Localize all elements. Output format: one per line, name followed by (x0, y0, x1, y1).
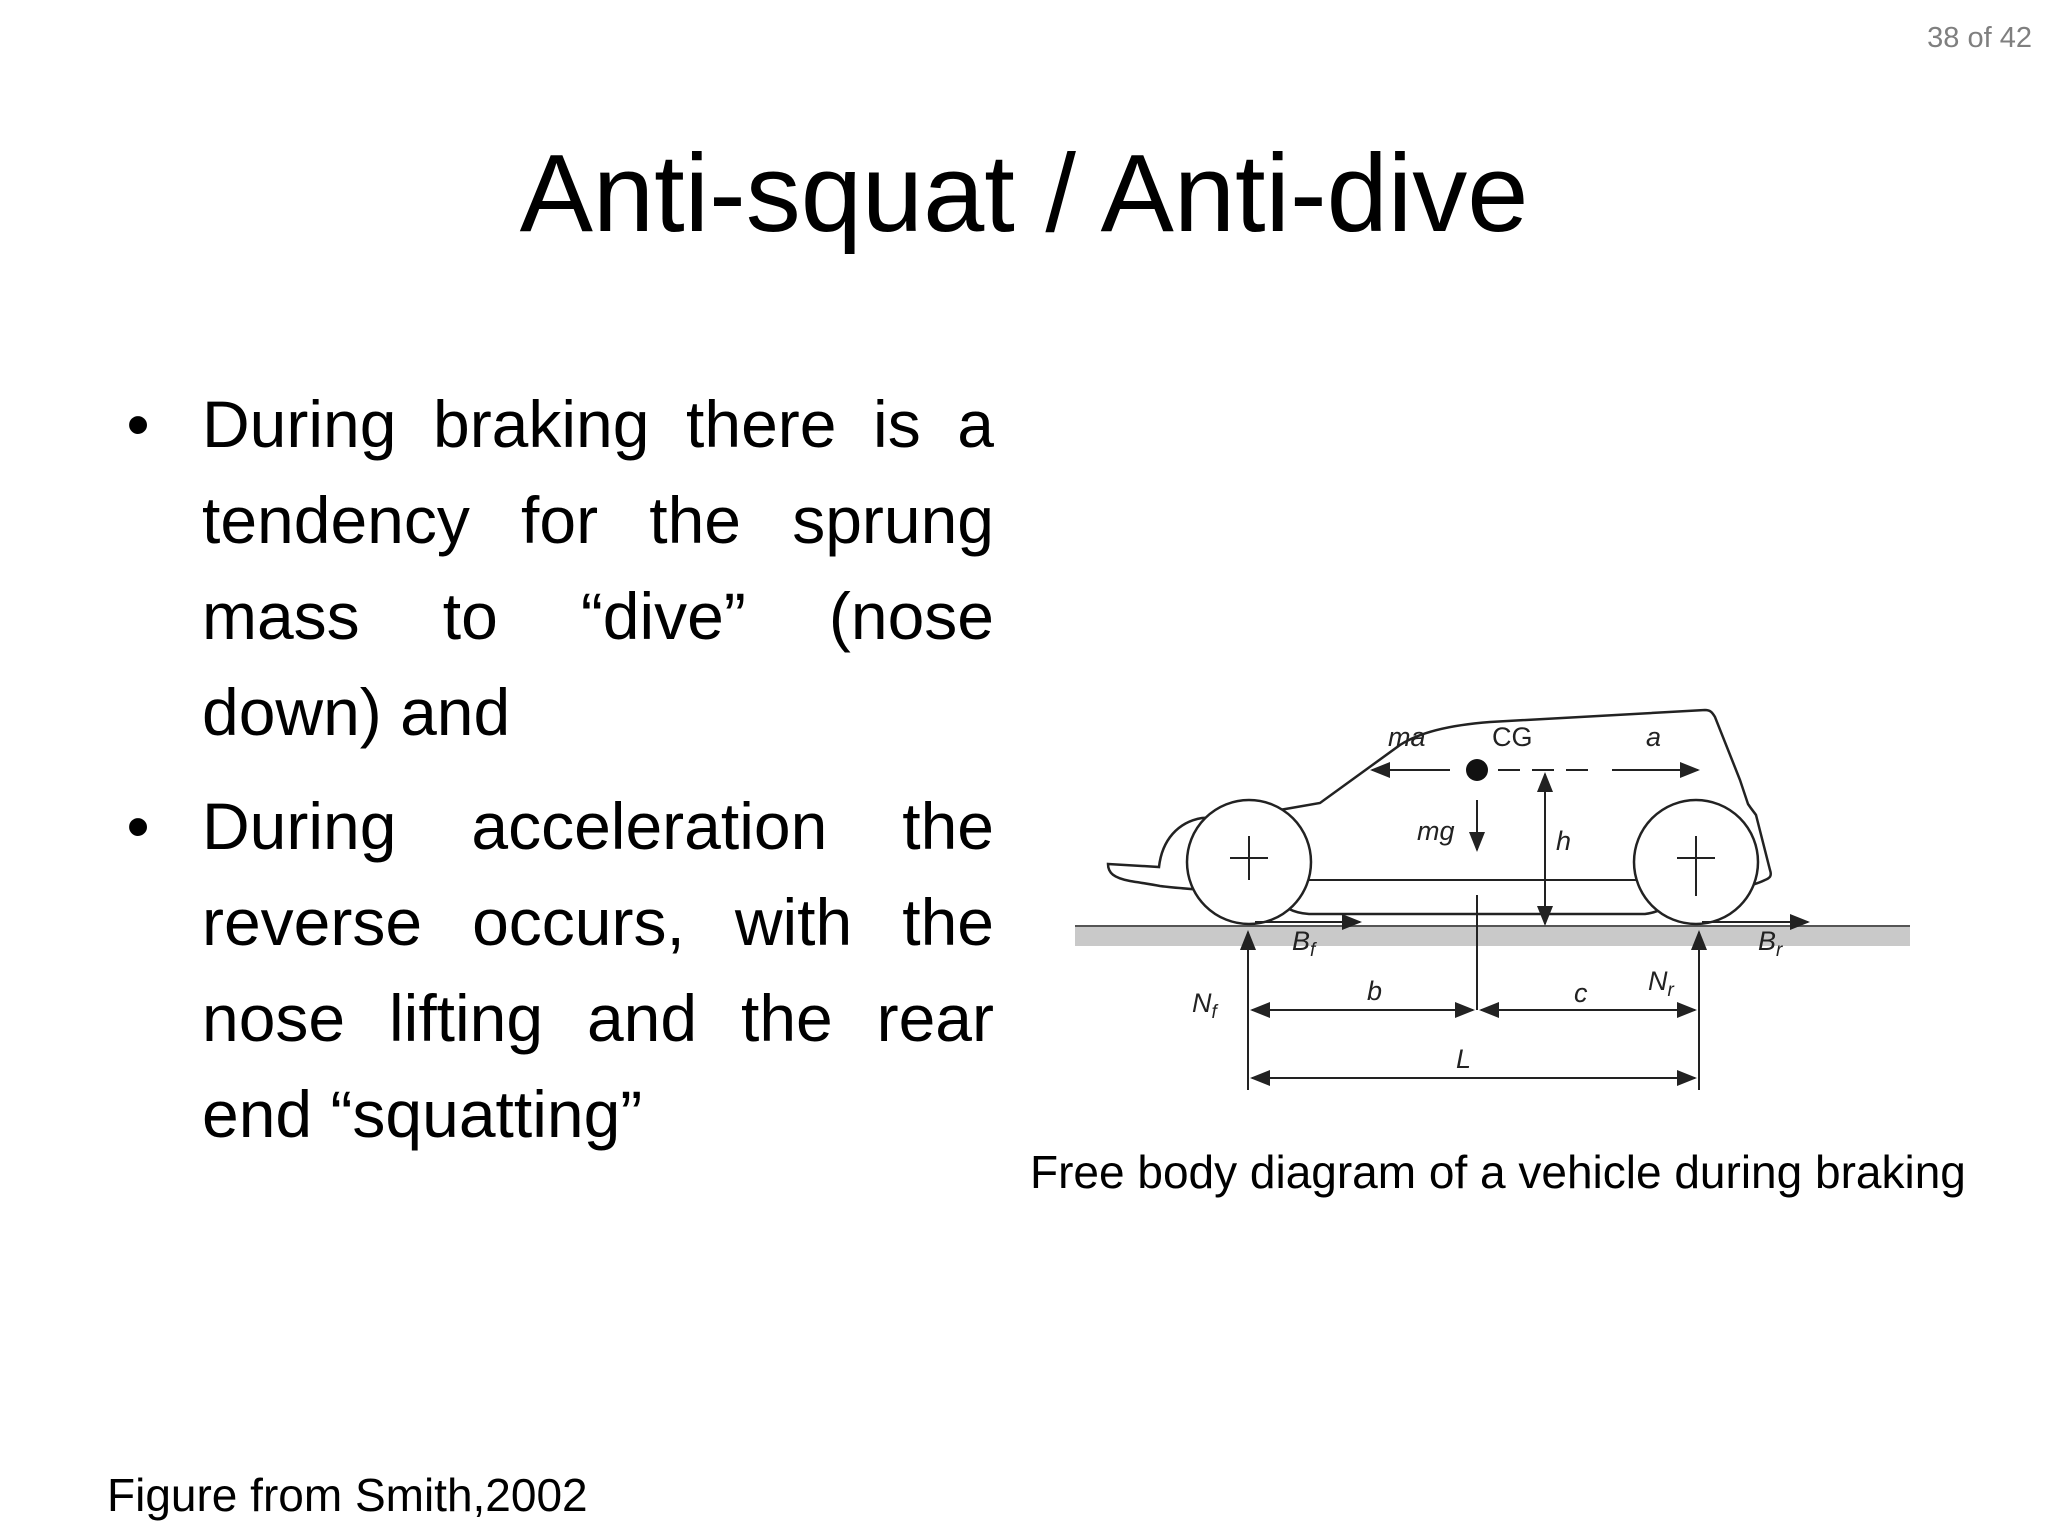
label-br: $B_r$ (1758, 926, 1783, 961)
label-h: h (1556, 826, 1572, 856)
ground (1075, 926, 1910, 946)
bullet-marker: • (126, 789, 150, 863)
free-body-diagram (1070, 640, 1920, 1110)
label-nf: $N_f$ (1192, 988, 1217, 1023)
page-number: 38 of 42 (1927, 22, 2032, 54)
rear-wheel (1634, 800, 1758, 924)
figure-caption: Free body diagram of a vehicle during braking (1030, 1146, 1966, 1198)
label-a: a (1646, 722, 1662, 752)
label-nr: $N_r$ (1648, 966, 1674, 1001)
label-mg: mg (1417, 816, 1455, 846)
label-cg: CG (1492, 722, 1533, 752)
source-citation: Figure from Smith,2002 (107, 1469, 588, 1521)
slide-title: Anti-squat / Anti-dive (519, 132, 1529, 255)
bullet-list (118, 376, 994, 1180)
bullet-marker: • (126, 387, 150, 461)
label-b: b (1367, 976, 1383, 1006)
bullet-text: During acceleration the reverse occurs, with the nose lifting and the rear end “squatting” (202, 789, 994, 1151)
bullet-text: During braking there is a tendency for the sprung mass to “dive” (nose down) and (202, 387, 994, 749)
label-bf: $B_f$ (1292, 926, 1316, 961)
cg-point (1466, 759, 1488, 781)
front-wheel (1187, 800, 1311, 924)
label-L: L (1456, 1044, 1472, 1074)
label-ma: ma (1388, 722, 1426, 752)
bullet-item (118, 376, 994, 760)
free-body-diagram-svg (1070, 640, 1920, 1110)
label-c: c (1574, 978, 1588, 1008)
bullet-item (118, 778, 994, 1162)
